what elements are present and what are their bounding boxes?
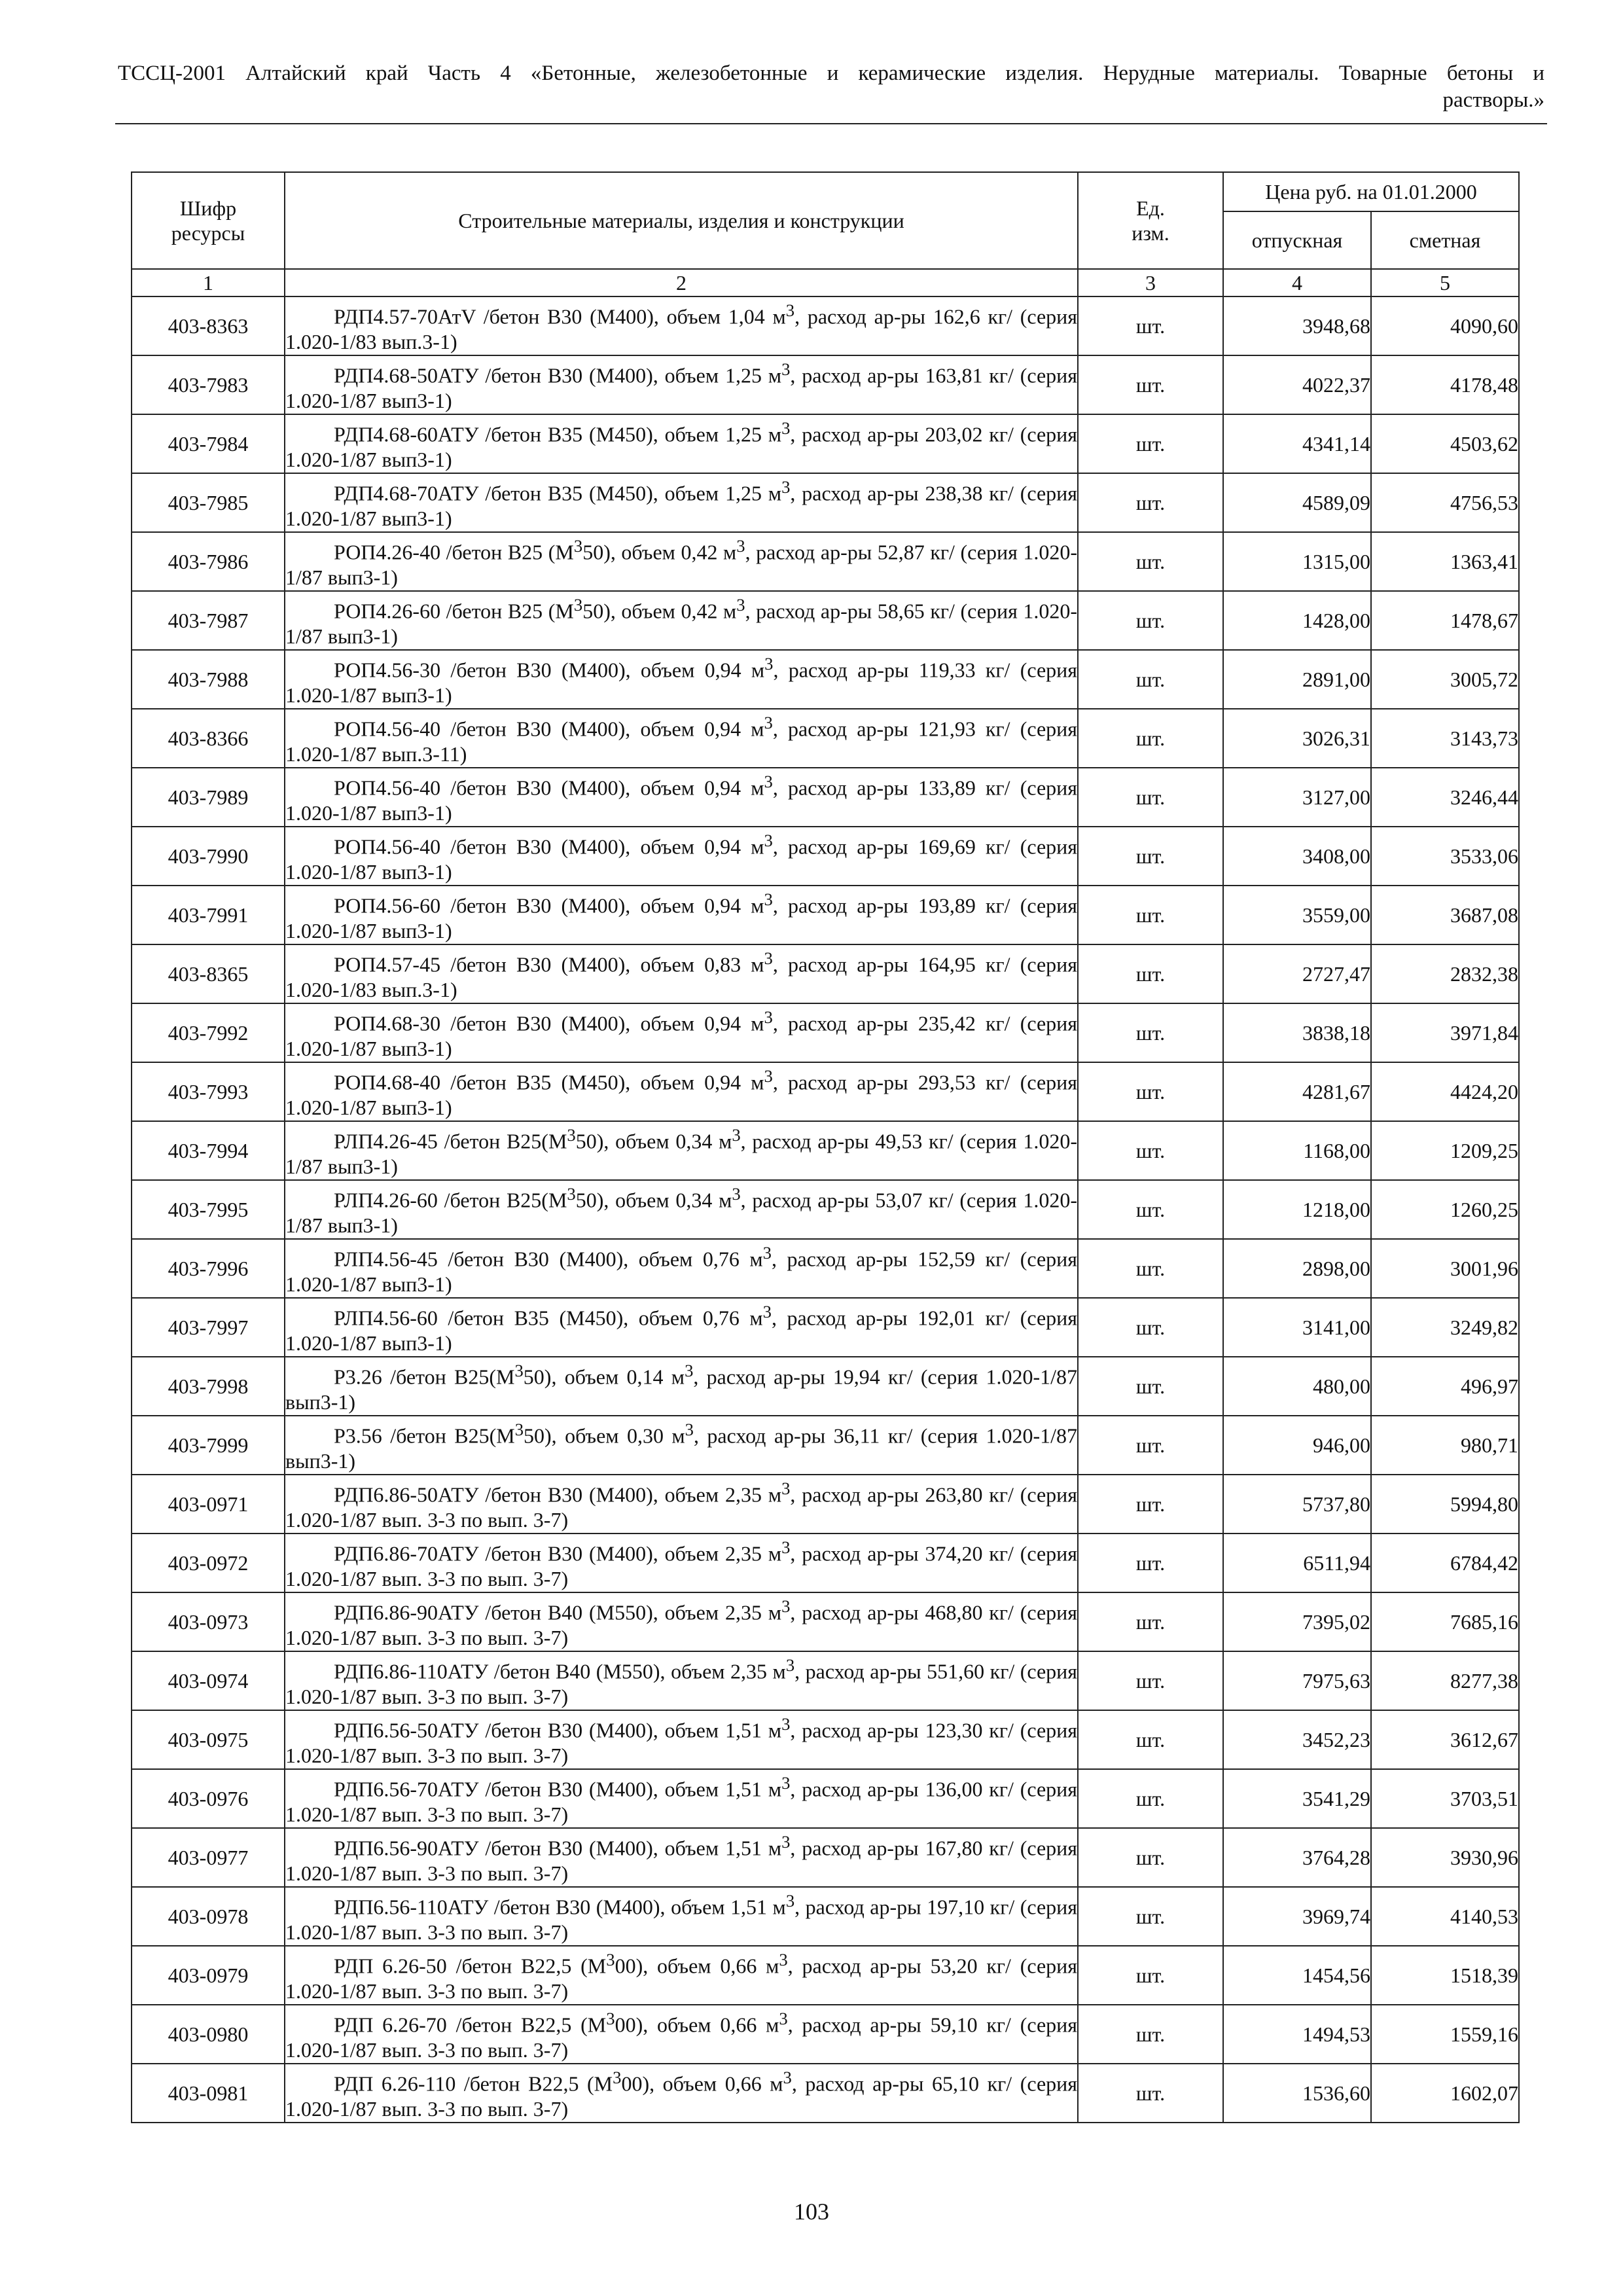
superscript: 3	[736, 595, 745, 615]
price-estimate: 1478,67	[1371, 591, 1519, 650]
unit: шт.	[1078, 414, 1223, 473]
unit: шт.	[1078, 768, 1223, 827]
price-release: 3838,18	[1223, 1003, 1371, 1062]
superscript: 3	[781, 1537, 791, 1558]
table-row	[132, 2064, 1519, 2123]
resource-name: РДП6.86-90АТУ /бетон В40 (М550), объем 2,35 $м^3$, расход ар-ры 468,80 кг/ (серия 1.020-1/87 вып. 3-3 по вып. 3-7)	[285, 1592, 1078, 1651]
table-row	[132, 1710, 1519, 1769]
resource-code: 403-7996	[132, 1239, 285, 1298]
resource-code: 403-7994	[132, 1121, 285, 1180]
unit: шт.	[1078, 2005, 1223, 2064]
resource-name: РОП4.26-40 /бетон В25 $(М^350)$, объем 0,42 $м^3$, расход ар-ры 52,87 кг/ (серия 1.020-1/87 вып3-1)	[285, 532, 1078, 591]
resource-code: 403-7988	[132, 650, 285, 709]
price-estimate: 5994,80	[1371, 1475, 1519, 1534]
price-release: 3541,29	[1223, 1769, 1371, 1828]
resource-name: РДП6.56-110АТУ /бетон В30 (М400), объем 1,51 $м^3$, расход ар-ры 197,10 кг/ (серия 1.020-1/87 вып. 3-3 по вып. 3-7)	[285, 1887, 1078, 1946]
resource-code: 403-7986	[132, 532, 285, 591]
price-release: 1428,00	[1223, 591, 1371, 650]
column-header-name: Строительные материалы, изделия и конструкции	[285, 172, 1078, 269]
column-header-price-group: Цена руб. на 01.01.2000	[1223, 172, 1519, 211]
superscript: 3	[783, 2068, 792, 2088]
superscript: 3	[567, 1184, 576, 1204]
resource-name: РОП4.56-40 /бетон В30 (М400), объем 0,94 $м^3$, расход ар-ры 121,93 кг/ (серия 1.020-1/87 вып.3-11)	[285, 709, 1078, 768]
superscript: 3	[779, 1950, 788, 1970]
table-row	[132, 1534, 1519, 1592]
unit: шт.	[1078, 1592, 1223, 1651]
price-release: 4589,09	[1223, 473, 1371, 532]
superscript: 3	[573, 595, 583, 615]
table-row	[132, 1416, 1519, 1475]
resource-code: 403-8366	[132, 709, 285, 768]
price-estimate: 3612,67	[1371, 1710, 1519, 1769]
unit: шт.	[1078, 1239, 1223, 1298]
table-row	[132, 414, 1519, 473]
price-estimate: 3971,84	[1371, 1003, 1519, 1062]
table-row	[132, 473, 1519, 532]
resource-name: РДП4.68-50АТУ /бетон В30 (М400), объем 1,25 $м^3$, расход ар-ры 163,81 кг/ (серия 1.020-1/87 вып3-1)	[285, 355, 1078, 414]
resource-name: РЛП4.56-45 /бетон В30 (М400), объем 0,76 $м^3$, расход ар-ры 152,59 кг/ (серия 1.020-1/87 вып3-1)	[285, 1239, 1078, 1298]
resource-name: РОП4.56-60 /бетон В30 (М400), объем 0,94 $м^3$, расход ар-ры 193,89 кг/ (серия 1.020-1/87 вып3-1)	[285, 886, 1078, 944]
unit: шт.	[1078, 1946, 1223, 2005]
price-estimate: 3001,96	[1371, 1239, 1519, 1298]
resource-code: 403-0971	[132, 1475, 285, 1534]
unit: шт.	[1078, 532, 1223, 591]
price-release: 5737,80	[1223, 1475, 1371, 1534]
price-release: 2898,00	[1223, 1239, 1371, 1298]
table-row	[132, 532, 1519, 591]
table-body	[132, 296, 1519, 2123]
price-estimate: 4178,48	[1371, 355, 1519, 414]
resource-name: РОП4.56-40 /бетон В30 (М400), объем 0,94 $м^3$, расход ар-ры 133,89 кг/ (серия 1.020-1/87 вып3-1)	[285, 768, 1078, 827]
price-estimate: 8277,38	[1371, 1651, 1519, 1710]
price-estimate: 3533,06	[1371, 827, 1519, 886]
unit: шт.	[1078, 1651, 1223, 1710]
superscript: 3	[685, 1420, 694, 1440]
price-release: 3948,68	[1223, 296, 1371, 355]
table-row	[132, 1946, 1519, 2005]
unit: шт.	[1078, 650, 1223, 709]
superscript: 3	[785, 1891, 795, 1911]
unit: шт.	[1078, 827, 1223, 886]
unit: шт.	[1078, 1828, 1223, 1887]
resource-code: 403-7990	[132, 827, 285, 886]
resource-name: Р3.56 /бетон $В25(М^350)$, объем 0,30 $м^3$, расход ар-ры 36,11 кг/ (серия 1.020-1/87 вып3-1)	[285, 1416, 1078, 1475]
unit: шт.	[1078, 1769, 1223, 1828]
resource-name: РЛП4.26-60 /бетон $В25(М^350)$, объем 0,34 $м^3$, расход ар-ры 53,07 кг/ (серия 1.020-1/87 вып3-1)	[285, 1180, 1078, 1239]
header-title-line1: ТССЦ-2001 Алтайский край Часть 4 «Бетонные, железобетонные и керамические изделия. Нерудные материалы. Товарные бетоны и	[118, 62, 1544, 85]
superscript: 3	[764, 889, 773, 910]
superscript: 3	[764, 831, 773, 851]
resource-code: 403-0973	[132, 1592, 285, 1651]
resource-code: 403-7992	[132, 1003, 285, 1062]
price-release: 3127,00	[1223, 768, 1371, 827]
price-release: 3026,31	[1223, 709, 1371, 768]
resource-code: 403-0975	[132, 1710, 285, 1769]
price-estimate: 496,97	[1371, 1357, 1519, 1416]
table-row	[132, 1003, 1519, 1062]
column-number-5: 5	[1371, 269, 1519, 296]
price-estimate: 4090,60	[1371, 296, 1519, 355]
superscript: 3	[781, 1479, 791, 1499]
resource-name: РДП 6.26-110 /бетон В22,5 $(М^300)$, объем 0,66 $м^3$, расход ар-ры 65,10 кг/ (серия 1.020-1/87 вып. 3-3 по вып. 3-7)	[285, 2064, 1078, 2123]
unit: шт.	[1078, 1062, 1223, 1121]
resource-name: РДП6.56-50АТУ /бетон В30 (М400), объем 1,51 $м^3$, расход ар-ры 123,30 кг/ (серия 1.020-1/87 вып. 3-3 по вып. 3-7)	[285, 1710, 1078, 1769]
resource-code: 403-7989	[132, 768, 285, 827]
page-number: 103	[794, 2198, 829, 2225]
resource-code: 403-7985	[132, 473, 285, 532]
unit: шт.	[1078, 1416, 1223, 1475]
column-number-2: 2	[285, 269, 1078, 296]
resource-code: 403-7998	[132, 1357, 285, 1416]
price-estimate: 1518,39	[1371, 1946, 1519, 2005]
price-estimate: 6784,42	[1371, 1534, 1519, 1592]
superscript: 3	[685, 1361, 694, 1381]
resource-name: РДП4.57-70АтV /бетон В30 (М400), объем 1,04 $м^3$, расход ар-ры 162,6 кг/ (серия 1.020-1/83 вып.3-1)	[285, 296, 1078, 355]
price-estimate: 3687,08	[1371, 886, 1519, 944]
superscript: 3	[785, 1655, 795, 1676]
superscript: 3	[732, 1184, 741, 1204]
column-header-unit: Ед. изм.	[1078, 172, 1223, 269]
price-estimate: 2832,38	[1371, 944, 1519, 1003]
unit: шт.	[1078, 886, 1223, 944]
resource-code: 403-7997	[132, 1298, 285, 1357]
superscript: 3	[567, 1125, 576, 1145]
resource-name: РОП4.56-40 /бетон В30 (М400), объем 0,94 $м^3$, расход ар-ры 169,69 кг/ (серия 1.020-1/87 вып3-1)	[285, 827, 1078, 886]
superscript: 3	[732, 1125, 741, 1145]
superscript: 3	[781, 1773, 791, 1793]
unit: шт.	[1078, 709, 1223, 768]
resource-code: 403-0979	[132, 1946, 285, 2005]
price-release: 1315,00	[1223, 532, 1371, 591]
price-release: 1454,56	[1223, 1946, 1371, 2005]
unit: шт.	[1078, 944, 1223, 1003]
price-release: 2727,47	[1223, 944, 1371, 1003]
resource-name: РДП 6.26-70 /бетон В22,5 $(М^300)$, объем 0,66 $м^3$, расход ар-ры 59,10 кг/ (серия 1.020-1/87 вып. 3-3 по вып. 3-7)	[285, 2005, 1078, 2064]
superscript: 3	[514, 1420, 524, 1440]
table-row	[132, 1592, 1519, 1651]
price-estimate: 4140,53	[1371, 1887, 1519, 1946]
resource-name: РДП4.68-70АТУ /бетон В35 (М450), объем 1,25 $м^3$, расход ар-ры 238,38 кг/ (серия 1.020-1/87 вып3-1)	[285, 473, 1078, 532]
superscript: 3	[762, 1243, 772, 1263]
table-row	[132, 1298, 1519, 1357]
price-release: 3969,74	[1223, 1887, 1371, 1946]
price-release: 3408,00	[1223, 827, 1371, 886]
price-estimate: 980,71	[1371, 1416, 1519, 1475]
resource-code: 403-7991	[132, 886, 285, 944]
price-estimate: 3005,72	[1371, 650, 1519, 709]
superscript: 3	[606, 2009, 615, 2029]
price-estimate: 7685,16	[1371, 1592, 1519, 1651]
resource-code: 403-8363	[132, 296, 285, 355]
price-estimate: 1559,16	[1371, 2005, 1519, 2064]
superscript: 3	[613, 2068, 622, 2088]
table-row	[132, 1062, 1519, 1121]
unit: шт.	[1078, 591, 1223, 650]
table-row	[132, 768, 1519, 827]
column-number-4: 4	[1223, 269, 1371, 296]
table-row	[132, 1651, 1519, 1710]
column-header-price-estimate: сметная	[1371, 211, 1519, 269]
price-estimate: 1602,07	[1371, 2064, 1519, 2123]
price-release: 480,00	[1223, 1357, 1371, 1416]
table-row	[132, 1239, 1519, 1298]
unit: шт.	[1078, 355, 1223, 414]
resource-name: РДП 6.26-50 /бетон В22,5 $(М^300)$, объем 0,66 $м^3$, расход ар-ры 53,20 кг/ (серия 1.020-1/87 вып. 3-3 по вып. 3-7)	[285, 1946, 1078, 2005]
unit: шт.	[1078, 1003, 1223, 1062]
resource-code: 403-0976	[132, 1769, 285, 1828]
price-estimate: 4424,20	[1371, 1062, 1519, 1121]
price-release: 1168,00	[1223, 1121, 1371, 1180]
column-header-price-release: отпускная	[1223, 211, 1371, 269]
resource-name: РОП4.57-45 /бетон В30 (М400), объем 0,83 $м^3$, расход ар-ры 164,95 кг/ (серия 1.020-1/83 вып.3-1)	[285, 944, 1078, 1003]
column-number-1: 1	[132, 269, 285, 296]
unit: шт.	[1078, 1357, 1223, 1416]
price-estimate: 4756,53	[1371, 473, 1519, 532]
price-estimate: 3246,44	[1371, 768, 1519, 827]
resource-name: РДП4.68-60АТУ /бетон В35 (М450), объем 1,25 $м^3$, расход ар-ры 203,02 кг/ (серия 1.020-1/87 вып3-1)	[285, 414, 1078, 473]
superscript: 3	[514, 1361, 524, 1381]
superscript: 3	[606, 1950, 615, 1970]
price-release: 2891,00	[1223, 650, 1371, 709]
unit: шт.	[1078, 1180, 1223, 1239]
superscript: 3	[764, 1066, 773, 1086]
table-row	[132, 1887, 1519, 1946]
resource-name: РОП4.56-30 /бетон В30 (М400), объем 0,94 $м^3$, расход ар-ры 119,33 кг/ (серия 1.020-1/87 вып3-1)	[285, 650, 1078, 709]
price-release: 3452,23	[1223, 1710, 1371, 1769]
superscript: 3	[764, 948, 773, 969]
resource-code: 403-0974	[132, 1651, 285, 1710]
table-row	[132, 1828, 1519, 1887]
price-estimate: 4503,62	[1371, 414, 1519, 473]
resource-name: РОП4.68-40 /бетон В35 (М450), объем 0,94 $м^3$, расход ар-ры 293,53 кг/ (серия 1.020-1/87 вып3-1)	[285, 1062, 1078, 1121]
unit: шт.	[1078, 473, 1223, 532]
superscript: 3	[781, 1714, 791, 1734]
price-release: 7395,02	[1223, 1592, 1371, 1651]
resource-name: РЛП4.26-45 /бетон $В25(М^350)$, объем 0,34 $м^3$, расход ар-ры 49,53 кг/ (серия 1.020-1/87 вып3-1)	[285, 1121, 1078, 1180]
resource-code: 403-0977	[132, 1828, 285, 1887]
resource-name: РДП6.86-70АТУ /бетон В30 (М400), объем 2,35 $м^3$, расход ар-ры 374,20 кг/ (серия 1.020-1/87 вып. 3-3 по вып. 3-7)	[285, 1534, 1078, 1592]
unit: шт.	[1078, 1475, 1223, 1534]
column-number-3: 3	[1078, 269, 1223, 296]
resource-name: РДП6.56-90АТУ /бетон В30 (М400), объем 1,51 $м^3$, расход ар-ры 167,80 кг/ (серия 1.020-1/87 вып. 3-3 по вып. 3-7)	[285, 1828, 1078, 1887]
price-release: 1536,60	[1223, 2064, 1371, 2123]
table-row	[132, 355, 1519, 414]
table-row	[132, 591, 1519, 650]
table-row	[132, 1769, 1519, 1828]
unit: шт.	[1078, 296, 1223, 355]
resource-code: 403-7995	[132, 1180, 285, 1239]
table-row	[132, 1180, 1519, 1239]
price-estimate: 3703,51	[1371, 1769, 1519, 1828]
header-divider	[115, 123, 1547, 124]
price-release: 4022,37	[1223, 355, 1371, 414]
superscript: 3	[781, 418, 791, 439]
table-row	[132, 2005, 1519, 2064]
superscript: 3	[736, 536, 745, 556]
unit: шт.	[1078, 2064, 1223, 2123]
price-release: 946,00	[1223, 1416, 1371, 1475]
table-header	[132, 172, 1519, 296]
resource-code: 403-0981	[132, 2064, 285, 2123]
resource-name: РОП4.26-60 /бетон В25 $(М^350)$, объем 0,42 $м^3$, расход ар-ры 58,65 кг/ (серия 1.020-1/87 вып3-1)	[285, 591, 1078, 650]
resource-code: 403-0980	[132, 2005, 285, 2064]
superscript: 3	[779, 2009, 788, 2029]
resource-name: РЛП4.56-60 /бетон В35 (М450), объем 0,76 $м^3$, расход ар-ры 192,01 кг/ (серия 1.020-1/87 вып3-1)	[285, 1298, 1078, 1357]
resource-code: 403-0972	[132, 1534, 285, 1592]
price-release: 7975,63	[1223, 1651, 1371, 1710]
resource-code: 403-7983	[132, 355, 285, 414]
price-estimate: 1209,25	[1371, 1121, 1519, 1180]
resource-name: РДП6.56-70АТУ /бетон В30 (М400), объем 1,51 $м^3$, расход ар-ры 136,00 кг/ (серия 1.020-1/87 вып. 3-3 по вып. 3-7)	[285, 1769, 1078, 1828]
superscript: 3	[781, 1832, 791, 1852]
resource-code: 403-7999	[132, 1416, 285, 1475]
table-row	[132, 1357, 1519, 1416]
price-release: 3141,00	[1223, 1298, 1371, 1357]
price-release: 4281,67	[1223, 1062, 1371, 1121]
unit: шт.	[1078, 1710, 1223, 1769]
price-estimate: 1260,25	[1371, 1180, 1519, 1239]
price-release: 6511,94	[1223, 1534, 1371, 1592]
price-release: 3559,00	[1223, 886, 1371, 944]
column-header-code: Шифр ресурсы	[132, 172, 285, 269]
unit: шт.	[1078, 1534, 1223, 1592]
resource-code: 403-7993	[132, 1062, 285, 1121]
price-estimate: 3249,82	[1371, 1298, 1519, 1357]
superscript: 3	[762, 1302, 772, 1322]
resource-name: Р3.26 /бетон $В25(М^350)$, объем 0,14 $м^3$, расход ар-ры 19,94 кг/ (серия 1.020-1/87 вып3-1)	[285, 1357, 1078, 1416]
table-row	[132, 1475, 1519, 1534]
price-estimate: 1363,41	[1371, 532, 1519, 591]
table-row	[132, 886, 1519, 944]
superscript: 3	[764, 772, 773, 792]
superscript: 3	[781, 1596, 791, 1617]
price-release: 1218,00	[1223, 1180, 1371, 1239]
table-row	[132, 1121, 1519, 1180]
resource-code: 403-7987	[132, 591, 285, 650]
resource-code: 403-7984	[132, 414, 285, 473]
resource-code: 403-0978	[132, 1887, 285, 1946]
resource-name: РДП6.86-110АТУ /бетон В40 (М550), объем 2,35 $м^3$, расход ар-ры 551,60 кг/ (серия 1.020-1/87 вып. 3-3 по вып. 3-7)	[285, 1651, 1078, 1710]
superscript: 3	[781, 359, 791, 380]
superscript: 3	[785, 300, 795, 321]
resource-code: 403-8365	[132, 944, 285, 1003]
table-row	[132, 650, 1519, 709]
resource-name: РОП4.68-30 /бетон В30 (М400), объем 0,94 $м^3$, расход ар-ры 235,42 кг/ (серия 1.020-1/87 вып3-1)	[285, 1003, 1078, 1062]
table-row	[132, 296, 1519, 355]
superscript: 3	[573, 536, 583, 556]
resource-name: РДП6.86-50АТУ /бетон В30 (М400), объем 2,35 $м^3$, расход ар-ры 263,80 кг/ (серия 1.020-1/87 вып. 3-3 по вып. 3-7)	[285, 1475, 1078, 1534]
price-release: 1494,53	[1223, 2005, 1371, 2064]
unit: шт.	[1078, 1121, 1223, 1180]
price-estimate: 3143,73	[1371, 709, 1519, 768]
table-row	[132, 827, 1519, 886]
superscript: 3	[764, 1007, 773, 1028]
unit: шт.	[1078, 1887, 1223, 1946]
table-row	[132, 709, 1519, 768]
unit: шт.	[1078, 1298, 1223, 1357]
price-table	[131, 171, 1520, 2123]
page-header	[118, 60, 1544, 114]
superscript: 3	[764, 713, 773, 733]
price-release: 3764,28	[1223, 1828, 1371, 1887]
superscript: 3	[764, 654, 774, 674]
price-estimate: 3930,96	[1371, 1828, 1519, 1887]
header-title-line2: растворы.»	[1442, 88, 1544, 112]
price-release: 4341,14	[1223, 414, 1371, 473]
superscript: 3	[781, 477, 791, 497]
table-row	[132, 944, 1519, 1003]
